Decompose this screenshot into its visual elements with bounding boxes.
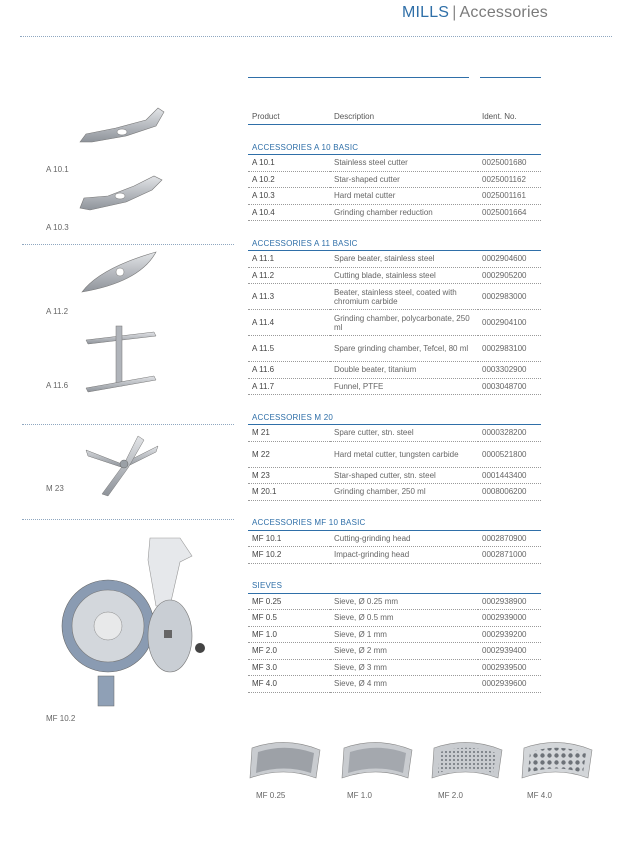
table-row (248, 547, 541, 564)
description-cell: Spare cutter, stn. steel (330, 425, 478, 442)
ident-cell: 0000328200 (478, 425, 541, 442)
description-cell: Sieve, Ø 3 mm (330, 659, 478, 676)
table-row (248, 336, 541, 362)
cutter-a10-3-image (76, 172, 166, 217)
table-row (248, 593, 541, 610)
product-cell: A 11.6 (248, 362, 330, 379)
product-cell: MF 10.2 (248, 547, 330, 564)
ident-cell: 0003048700 (478, 378, 541, 395)
section-header (248, 140, 541, 155)
table-row (248, 659, 541, 676)
product-cell: A 10.4 (248, 204, 330, 221)
product-cell: MF 1.0 (248, 626, 330, 643)
table-row (248, 441, 541, 467)
section-header (248, 236, 541, 251)
table-row (248, 626, 541, 643)
section-spacer (248, 395, 541, 411)
section-header (248, 579, 541, 594)
sieve-mf4-0-image (518, 738, 596, 786)
section-header (248, 516, 541, 531)
label-m23: M 23 (46, 484, 64, 493)
label-a10-1: A 10.1 (46, 165, 69, 174)
product-cell: MF 10.1 (248, 530, 330, 547)
description-cell: Impact-grinding head (330, 547, 478, 564)
ident-cell: 0002983100 (478, 336, 541, 362)
description-cell: Spare beater, stainless steel (330, 251, 478, 268)
description-cell: Cutting-grinding head (330, 530, 478, 547)
top-divider (20, 36, 612, 37)
table-row (248, 530, 541, 547)
ident-cell: 0002939600 (478, 676, 541, 693)
table-row (248, 267, 541, 284)
ident-cell: 0025001161 (478, 188, 541, 205)
ident-cell: 0008006200 (478, 484, 541, 501)
section-title: ACCESSORIES M 20 (248, 410, 541, 425)
ident-cell: 0025001680 (478, 155, 541, 172)
description-cell: Hard metal cutter (330, 188, 478, 205)
table-row (248, 378, 541, 395)
description-cell: Beater, stainless steel, coated with chromium carbide (330, 284, 478, 310)
ident-cell: 0002904100 (478, 310, 541, 336)
ident-cell: 0002904600 (478, 251, 541, 268)
ident-cell: 0002871000 (478, 547, 541, 564)
section-title: SIEVES (248, 579, 541, 594)
cutter-m23-image (82, 432, 162, 498)
table-row (248, 284, 541, 310)
label-a11-2: A 11.2 (46, 307, 69, 316)
description-cell: Sieve, Ø 0.5 mm (330, 610, 478, 627)
product-cell: A 11.4 (248, 310, 330, 336)
label-a11-6: A 11.6 (46, 381, 69, 390)
label-mf0-25: MF 0.25 (256, 791, 286, 800)
table-row (248, 484, 541, 501)
ident-cell: 0003302900 (478, 362, 541, 379)
sieve-mf1-0-image (338, 738, 416, 786)
table-row (248, 188, 541, 205)
page-header (402, 4, 548, 22)
description-cell: Grinding chamber, polycarbonate, 250 ml (330, 310, 478, 336)
product-cell: A 11.1 (248, 251, 330, 268)
section-spacer (248, 221, 541, 237)
sieve-mf2-0-image (428, 738, 506, 786)
ident-cell: 0002939000 (478, 610, 541, 627)
side-divider-3 (22, 519, 234, 520)
product-cell: A 10.3 (248, 188, 330, 205)
cutter-a10-1-image (76, 106, 166, 151)
description-cell: Funnel, PTFE (330, 378, 478, 395)
ident-cell: 0002939500 (478, 659, 541, 676)
table-top-line-left (248, 77, 469, 78)
label-mf2-0: MF 2.0 (438, 791, 463, 800)
section-title: ACCESSORIES A 10 BASIC (248, 140, 541, 155)
sieve-mf0-25-image (246, 738, 324, 786)
ident-cell: 0001443400 (478, 467, 541, 484)
table-top-line-right (480, 77, 541, 78)
description-cell: Stainless steel cutter (330, 155, 478, 172)
table-row (248, 676, 541, 693)
product-cell: A 10.1 (248, 155, 330, 172)
table-row (248, 310, 541, 336)
section-title: ACCESSORIES MF 10 BASIC (248, 516, 541, 531)
product-cell: M 22 (248, 441, 330, 467)
description-cell: Star-shaped cutter (330, 171, 478, 188)
ident-cell: 0002905200 (478, 267, 541, 284)
col-ident-header: Ident. No. (478, 108, 541, 125)
description-cell: Sieve, Ø 1 mm (330, 626, 478, 643)
section-spacer (248, 563, 541, 579)
table-row (248, 171, 541, 188)
table-row (248, 251, 541, 268)
product-cell: A 11.2 (248, 267, 330, 284)
section-spacer (248, 125, 541, 141)
description-cell: Grinding chamber reduction (330, 204, 478, 221)
side-divider-1 (22, 244, 234, 245)
description-cell: Star-shaped cutter, stn. steel (330, 467, 478, 484)
description-cell: Hard metal cutter, tungsten carbide (330, 441, 478, 467)
label-mf1-0: MF 1.0 (347, 791, 372, 800)
ident-cell: 0002939200 (478, 626, 541, 643)
table-row (248, 204, 541, 221)
table-row (248, 643, 541, 660)
product-cell: MF 0.5 (248, 610, 330, 627)
ident-cell: 0025001162 (478, 171, 541, 188)
product-cell: MF 3.0 (248, 659, 330, 676)
product-cell: A 11.3 (248, 284, 330, 310)
product-cell: M 23 (248, 467, 330, 484)
section-header (248, 410, 541, 425)
label-mf4-0: MF 4.0 (527, 791, 552, 800)
ident-cell: 0002938900 (478, 593, 541, 610)
section-title: ACCESSORIES A 11 BASIC (248, 236, 541, 251)
product-cell: M 21 (248, 425, 330, 442)
ident-cell: 0002870900 (478, 530, 541, 547)
description-cell: Sieve, Ø 4 mm (330, 676, 478, 693)
col-product-header: Product (248, 108, 330, 125)
product-cell: MF 4.0 (248, 676, 330, 693)
product-cell: M 20.1 (248, 484, 330, 501)
ident-cell: 0002939400 (478, 643, 541, 660)
product-cell: A 11.7 (248, 378, 330, 395)
ident-cell: 0000521800 (478, 441, 541, 467)
table-row (248, 362, 541, 379)
table-header-row (248, 108, 541, 125)
table-row (248, 467, 541, 484)
table-row (248, 155, 541, 172)
product-cell: A 11.5 (248, 336, 330, 362)
label-mf10-2: MF 10.2 (46, 714, 76, 723)
ident-cell: 0002983000 (478, 284, 541, 310)
side-divider-2 (22, 424, 234, 425)
table-row (248, 610, 541, 627)
col-description-header: Description (330, 108, 478, 125)
ident-cell: 0025001664 (478, 204, 541, 221)
product-cell: MF 0.25 (248, 593, 330, 610)
table-row (248, 425, 541, 442)
product-cell: A 10.2 (248, 171, 330, 188)
label-a10-3: A 10.3 (46, 223, 69, 232)
blade-a11-2-image (80, 250, 160, 300)
description-cell: Double beater, titanium (330, 362, 478, 379)
accessories-table (248, 108, 541, 693)
beater-a11-6-image (84, 322, 158, 394)
product-cell: MF 2.0 (248, 643, 330, 660)
description-cell: Cutting blade, stainless steel (330, 267, 478, 284)
description-cell: Grinding chamber, 250 ml (330, 484, 478, 501)
header-title: MILLS (401, 4, 450, 21)
grinding-head-mf10-2-image (60, 536, 210, 718)
description-cell: Sieve, Ø 0.25 mm (330, 593, 478, 610)
header-subtitle: Accessories (459, 4, 548, 21)
description-cell: Sieve, Ø 2 mm (330, 643, 478, 660)
description-cell: Spare grinding chamber, Tefcel, 80 ml (330, 336, 478, 362)
header-separator: | (452, 4, 457, 21)
section-spacer (248, 500, 541, 516)
